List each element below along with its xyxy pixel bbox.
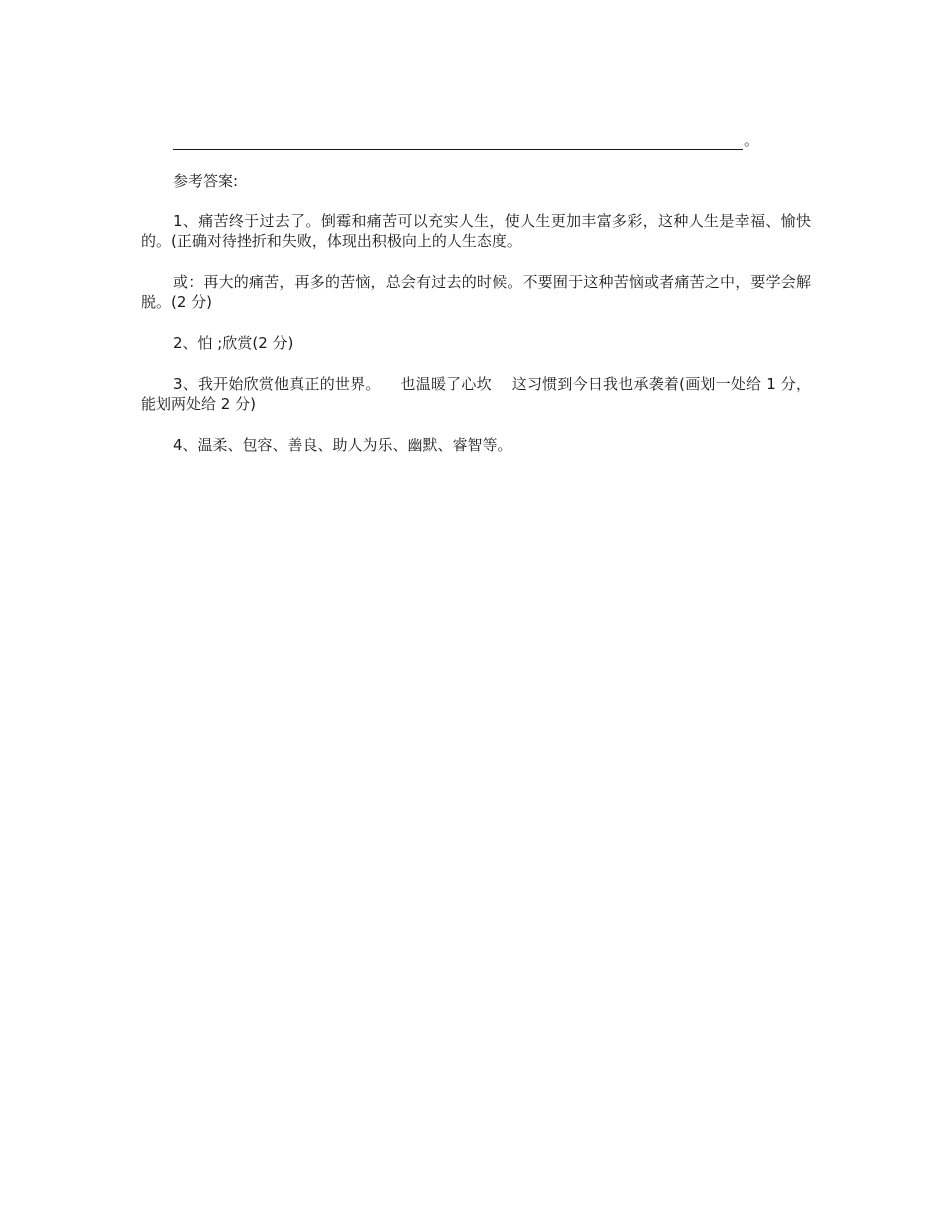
answer-2: 2、怕 ;欣赏(2 分) — [173, 334, 294, 352]
document-body — [141, 130, 811, 455]
answer-heading: 参考答案: — [173, 172, 239, 190]
blank-line-period: 。 — [744, 131, 760, 149]
answer-1-alternative: 或：再大的痛苦，再多的苦恼，总会有过去的时候。不要囿于这种苦恼或者痛苦之中，要学会解脱。(2 分) — [141, 273, 811, 311]
answer-1: 1、痛苦终于过去了。倒霉和痛苦可以充实人生，使人生更加丰富多彩，这种人生是幸福、愉快的。(正确对待挫折和失败，体现出积极向上的人生态度。 — [141, 212, 811, 250]
answer-4: 4、温柔、包容、善良、助人为乐、幽默、睿智等。 — [173, 436, 513, 454]
answer-3: 3、我开始欣赏他真正的世界。 也温暖了心坎 这习惯到今日我也承袭着(画划一处给 1 分，能划两处给 2 分) — [141, 375, 811, 413]
blank-underline — [173, 132, 743, 150]
fill-in-blank-line — [173, 130, 811, 150]
